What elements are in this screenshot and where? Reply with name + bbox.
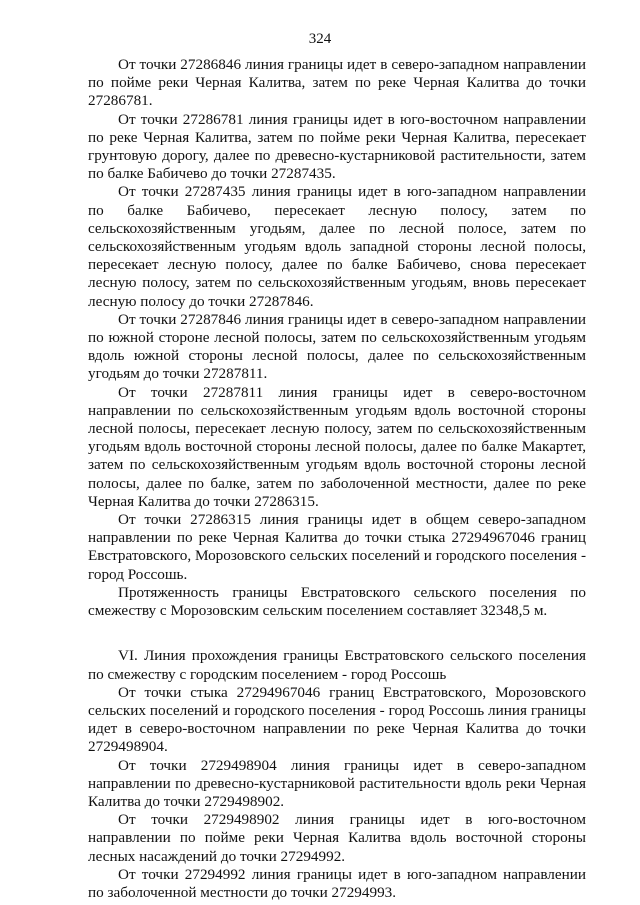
boundary-length-paragraph: Протяженность границы Евстратовского сельского поселения по смежеству с Морозовским сельским поселением составляет 32348,5 м.: [88, 583, 586, 620]
paragraph: От точки 27286781 линия границы идет в юго-восточном направлении по реке Черная Калитва, затем по пойме реки Черная Калитва, пересекает грунтовую дорогу, далее по древесно-кустарниковой растительности, затем по балке Бабичево до точки 27287435.: [88, 110, 586, 183]
page-number: 324: [308, 31, 332, 47]
section-paragraph: От точки 2729498902 линия границы идет в юго-восточном направлении по пойме реки Черная Калитва вдоль восточной стороны лесных насаждений до точки 27294992.: [88, 811, 586, 865]
section-paragraph: От точки 27294992 линия границы идет в юго-западном направлении по заболоченной местности до точки 27294993.: [88, 865, 586, 901]
paragraph: От точки 27287435 линия границы идет в юго-западном направлении по балке Бабичево, пересекает лесную полосу, затем по сельскохозяйственным угодьям, далее по лесной полосе, затем по сельскохозяйственным угодьям вдоль западной стороны лесной полосы, пересекает лесную полосу, далее по балке Бабичево, снова пересекает лесную полосу, затем по сельскохозяйственным угодьям, вновь пересекает лесную полосу до точки 27287846.: [88, 183, 586, 310]
section-paragraph: От точки стыка 27294967046 границ Евстратовского, Морозовского сельских поселений и городского поселения - город Россошь линия границы идет в северо-восточном направлении по реке Черная Калитва до точки 2729498904.: [88, 683, 586, 756]
section-paragraph: От точки 2729498904 линия границы идет в северо-западном направлении по древесно-кустарниковой растительности вдоль реки Черная Калитва до точки 2729498902.: [88, 756, 586, 810]
section-heading: VI. Линия прохождения границы Евстратовского сельского поселения по смежеству с городским поселением - город Россошь: [88, 647, 586, 683]
paragraph: От точки 27286846 линия границы идет в северо-западном направлении по пойме реки Черная Калитва, затем по реке Черная Калитва до точки 27286781.: [88, 56, 586, 110]
paragraph: От точки 27287811 линия границы идет в северо-восточном направлении по сельскохозяйственным угодьям вдоль восточной стороны лесной полосы, пересекает лесную полосу, затем по сельскохозяйственным угодьям вдоль восточной стороны лесной полосы, далее по балке Макартет, затем по сельскохозяйственным угодьям вдоль восточной стороны лесной полосы, далее по балке, затем по заболоченной местности, далее по реке Черная Калитва до точки 27286315.: [88, 383, 586, 510]
paragraph: От точки 27287846 линия границы идет в северо-западном направлении по южной стороне лесной полосы, затем по сельскохозяйственным угодьям вдоль южной стороны лесной полосы, далее по сельскохозяйственным угодьям до точки 27287811.: [88, 310, 586, 383]
document-body: [88, 56, 586, 902]
paragraph: От точки 27286315 линия границы идет в общем северо-западном направлении по реке Черная Калитва до точки стыка 27294967046 границ Евстратовского, Морозовского сельских поселений и городского поселения - город Россошь.: [88, 511, 586, 583]
